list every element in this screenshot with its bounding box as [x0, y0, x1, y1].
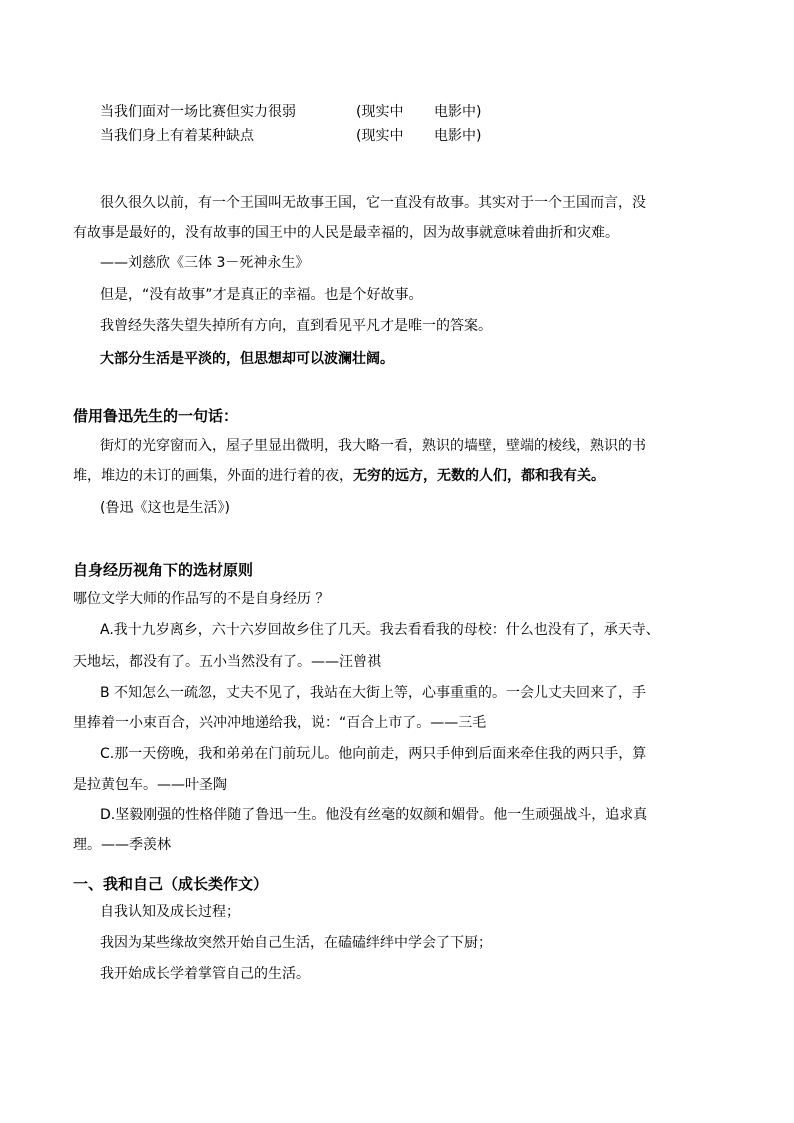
section-heading: 自身经历视角下的选材原则 — [73, 561, 254, 579]
quote-text: 堆，堆边的未订的画集，外面的进行着的夜， — [73, 468, 353, 484]
comment-line: 但是，“没有故事”才是真正的幸福。也是个好故事。 — [100, 287, 423, 303]
quote-line — [73, 467, 605, 485]
option-d-line: 理。——季羡林 — [73, 837, 171, 853]
quote-line: 有故事是最好的，没有故事的国王中的人民是最幸福的，因为故事就意味着曲折和灾难。 — [73, 225, 619, 241]
option-b-line: B 不知怎么一疏忽，丈夫不见了，我站在大街上等，心事重重的。一会儿丈夫回来了，手 — [100, 685, 647, 701]
option-c-line: C.那一天傍晚，我和弟弟在门前玩儿。他向前走，两只手伸到后面来牵住我的两只手，算 — [100, 746, 647, 762]
option-reality: (现实中 — [356, 128, 404, 144]
option-movie: 电影中) — [434, 104, 482, 120]
option-a-line: 天地坛，都没有了。五小当然没有了。——汪曾祺 — [73, 654, 381, 670]
quote-source: ——刘慈欣《三体 3－死神永生》 — [100, 255, 310, 271]
list-item: 我因为某些缘故突然开始自己生活，在磕磕绊绊中学会了下厨； — [100, 935, 492, 951]
comparison-text: 当我们面对一场比赛但实力很弱 — [100, 104, 296, 120]
comment-line: 我曾经失落失望失掉所有方向，直到看见平凡才是唯一的答案。 — [100, 318, 492, 334]
quote-line: 很久很久以前，有一个王国叫无故事王国，它一直没有故事。其实对于一个王国而言，没 — [100, 195, 646, 211]
quote-emphasis: 无穷的远方，无数的人们，都和我有关。 — [353, 468, 605, 484]
question: 哪位文学大师的作品写的不是自身经历 ？ — [73, 591, 330, 607]
list-item: 自我认知及成长过程； — [100, 904, 240, 920]
option-reality: (现实中 — [356, 104, 404, 120]
option-c-line: 是拉黄包车。——叶圣陶 — [73, 777, 227, 793]
option-a-line: A.我十九岁离乡，六十六岁回故乡住了几天。我去看看我的母校：什么也没有了，承天寺、 — [100, 622, 660, 638]
option-movie: 电影中) — [434, 128, 482, 144]
bold-statement: 大部分生活是平淡的，但思想却可以波澜壮阔。 — [100, 351, 394, 367]
option-b-line: 里捧着一小束百合，兴冲冲地递给我，说：“百合上市了。——三毛 — [73, 715, 487, 731]
section-heading: 借用鲁迅先生的一句话： — [73, 407, 239, 425]
comparison-text: 当我们身上有着某种缺点 — [100, 128, 254, 144]
list-item: 我开始成长学着掌管自己的生活。 — [100, 966, 310, 982]
quote-source: (鲁迅《这也是生活》) — [100, 500, 230, 516]
quote-line: 街灯的光穿窗而入，屋子里显出微明，我大略一看，熟识的墙壁，壁端的棱线，熟识的书 — [100, 438, 646, 454]
section-heading: 一、我和自己（成长类作文） — [73, 875, 269, 893]
option-d-line: D.坚毅刚强的性格伴随了鲁迅一生。他没有丝毫的奴颜和媚骨。他一生顽强战斗，追求真 — [100, 807, 648, 823]
